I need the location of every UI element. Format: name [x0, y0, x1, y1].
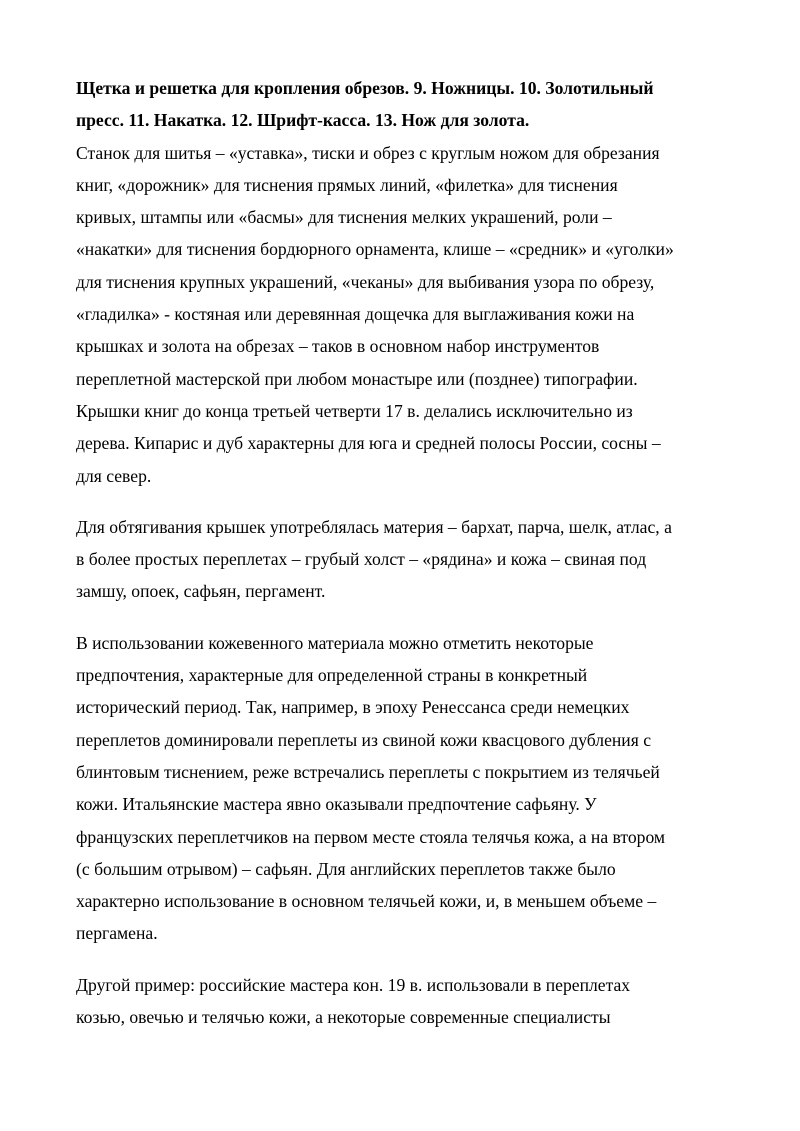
document-page: [76, 72, 726, 1052]
text-line: в более простых переплетах – грубый холст – «рядина» и кожа – свиная под: [76, 549, 647, 570]
text-line: козью, овечью и телячью кожи, а некоторые современные специалисты: [76, 1007, 611, 1028]
body-paragraph-4: [76, 969, 726, 1034]
heading-line: Щетка и решетка для кропления обрезов. 9. Ножницы. 10. Золотильный: [76, 78, 654, 98]
text-line: характерно использование в основном телячьей кожи, и, в меньшем объеме –: [76, 891, 657, 912]
body-paragraph-3: [76, 627, 726, 950]
text-line: для север.: [76, 465, 152, 486]
text-line: Для обтягивания крышек употреблялась материя – бархат, парча, шелк, атлас, а: [76, 516, 672, 537]
heading-line: пресс. 11. Накатка. 12. Шрифт-касса. 13. Нож для золота.: [76, 110, 530, 131]
text-line: «накатки» для тиснения бордюрного орнамента, клише – «средник» и «уголки»: [76, 239, 674, 260]
body-paragraph-2: [76, 511, 726, 608]
body-paragraph-1: [76, 137, 726, 492]
text-line: для тиснения крупных украшений, «чеканы» для выбивания узора по обрезу,: [76, 271, 655, 292]
text-line: (с большим отрывом) – сафьян. Для английских переплетов также было: [76, 858, 616, 879]
heading-paragraph: [76, 72, 726, 137]
text-line: переплетов доминировали переплеты из свиной кожи квасцового дубления с: [76, 729, 652, 750]
text-line: книг, «дорожник» для тиснения прямых линий, «филетка» для тиснения: [76, 174, 618, 195]
text-line: кожи. Итальянские мастера явно оказывали предпочтение сафьяну. У: [76, 794, 597, 815]
text-line: Крышки книг до конца третьей четверти 17 в. делались исключительно из: [76, 400, 633, 421]
text-line: французских переплетчиков на первом месте стояла телячья кожа, а на втором: [76, 826, 666, 847]
text-line: В использовании кожевенного материала можно отметить некоторые: [76, 632, 594, 653]
text-line: «гладилка» - костяная или деревянная дощечка для выглаживания кожи на: [76, 304, 635, 325]
text-line: кривых, штампы или «басмы» для тиснения мелких украшений, роли –: [76, 207, 612, 228]
text-line: крышках и золота на обрезах – таков в основном набор инструментов: [76, 336, 600, 357]
text-line: исторический период. Так, например, в эпоху Ренессанса среди немецких: [76, 697, 630, 718]
text-line: переплетной мастерской при любом монастыре или (позднее) типографии.: [76, 368, 638, 389]
text-line: предпочтения, характерные для определенной страны в конкретный: [76, 665, 588, 686]
text-line: замшу, опоек, сафьян, пергамент.: [76, 581, 326, 602]
text-line: пергамена.: [76, 923, 158, 944]
text-line: дерева. Кипарис и дуб характерны для юга и средней полосы России, сосны –: [76, 433, 661, 454]
text-line: блинтовым тиснением, реже встречались переплеты с покрытием из телячьей: [76, 761, 660, 782]
text-line: Другой пример: российские мастера кон. 19 в. использовали в переплетах: [76, 974, 631, 995]
text-line: Станок для шитья – «уставка», тиски и обрез с круглым ножом для обрезания: [76, 142, 660, 163]
